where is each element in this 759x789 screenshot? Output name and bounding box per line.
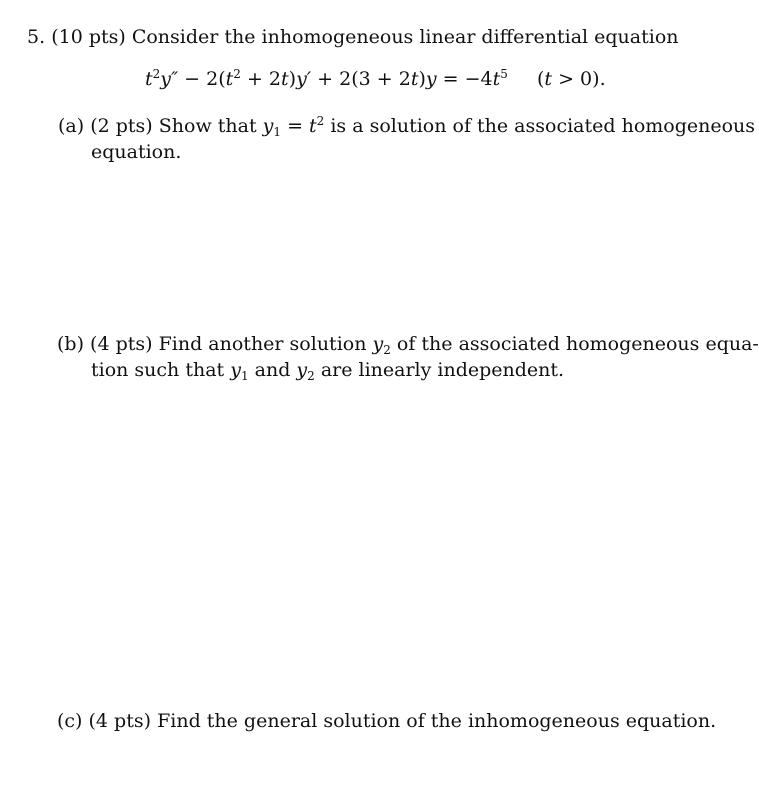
eq-tc-exp: 5 bbox=[500, 67, 508, 81]
part-b-text2: of the associated homogeneous equa- bbox=[390, 333, 759, 355]
part-b-line2a: tion such that bbox=[91, 359, 225, 381]
part-c-label: (c) bbox=[57, 710, 83, 732]
question-header bbox=[27, 25, 679, 49]
part-a-label: (a) bbox=[58, 115, 85, 137]
main-equation bbox=[145, 67, 508, 91]
question-number: 5. bbox=[27, 26, 46, 48]
part-a-t: t bbox=[309, 115, 317, 137]
part-c-text: Find the general solution of the inhomogeneous equation. bbox=[157, 710, 717, 732]
eq-plus2: + 2(3 + 2 bbox=[311, 68, 411, 90]
eq-plus2t: + 2 bbox=[240, 68, 281, 90]
part-b-y1: y bbox=[230, 359, 241, 381]
eq-close-yp: ) bbox=[288, 68, 297, 90]
eq-tc: t bbox=[492, 68, 501, 90]
question-points: (10 pts) bbox=[51, 26, 126, 48]
cond-rest: > 0). bbox=[552, 68, 606, 90]
part-b-line-2 bbox=[91, 358, 564, 382]
part-b-y1-sub: 1 bbox=[240, 369, 249, 383]
part-a-eq: = bbox=[281, 115, 310, 137]
part-a-y1-sub: 1 bbox=[273, 125, 282, 139]
eq-yp: y′ bbox=[296, 68, 312, 90]
eq-tsq: t bbox=[225, 68, 234, 90]
eq-tsq-exp: 2 bbox=[233, 67, 241, 81]
part-b-and: and bbox=[248, 359, 297, 381]
part-b-line-1 bbox=[57, 332, 759, 356]
part-a-line-1 bbox=[58, 114, 755, 138]
part-b-label: (b) bbox=[57, 333, 84, 355]
eq-ta: t bbox=[281, 68, 289, 90]
part-a-text1: Show that bbox=[158, 115, 257, 137]
eq-t: t bbox=[145, 68, 153, 90]
eq-t-exp: 2 bbox=[152, 67, 161, 81]
eq-close-y: ) bbox=[418, 68, 426, 90]
eq-minus: − 2( bbox=[178, 68, 226, 90]
part-b-y2b-sub: 2 bbox=[307, 369, 315, 383]
eq-ydd: y″ bbox=[160, 68, 179, 90]
part-a-y1: y bbox=[262, 115, 274, 137]
eq-tb: t bbox=[410, 68, 419, 90]
question-statement: Consider the inhomogeneous linear differential equation bbox=[131, 26, 679, 48]
part-b-points: (4 pts) bbox=[90, 333, 153, 355]
cond-t: t bbox=[544, 68, 553, 90]
eq-equals: = −4 bbox=[436, 68, 493, 90]
part-b-text1: Find another solution bbox=[158, 333, 367, 355]
part-a-line2: equation. bbox=[91, 141, 182, 163]
part-b-y2b: y bbox=[296, 359, 308, 381]
part-a-line-2 bbox=[91, 140, 181, 164]
part-b-y2-sub: 2 bbox=[383, 343, 391, 357]
part-c-line-1 bbox=[57, 709, 716, 733]
part-c-points: (4 pts) bbox=[88, 710, 152, 732]
part-b-y2: y bbox=[372, 333, 384, 355]
part-a-t-exp: 2 bbox=[316, 114, 325, 128]
cond-open: ( bbox=[537, 68, 545, 90]
part-a-text2: is a solution of the associated homogeneous bbox=[324, 115, 756, 137]
equation-condition bbox=[537, 67, 606, 91]
eq-y: y bbox=[425, 68, 437, 90]
part-a-points: (2 pts) bbox=[90, 115, 153, 137]
part-b-line2b: are linearly independent. bbox=[314, 359, 565, 381]
